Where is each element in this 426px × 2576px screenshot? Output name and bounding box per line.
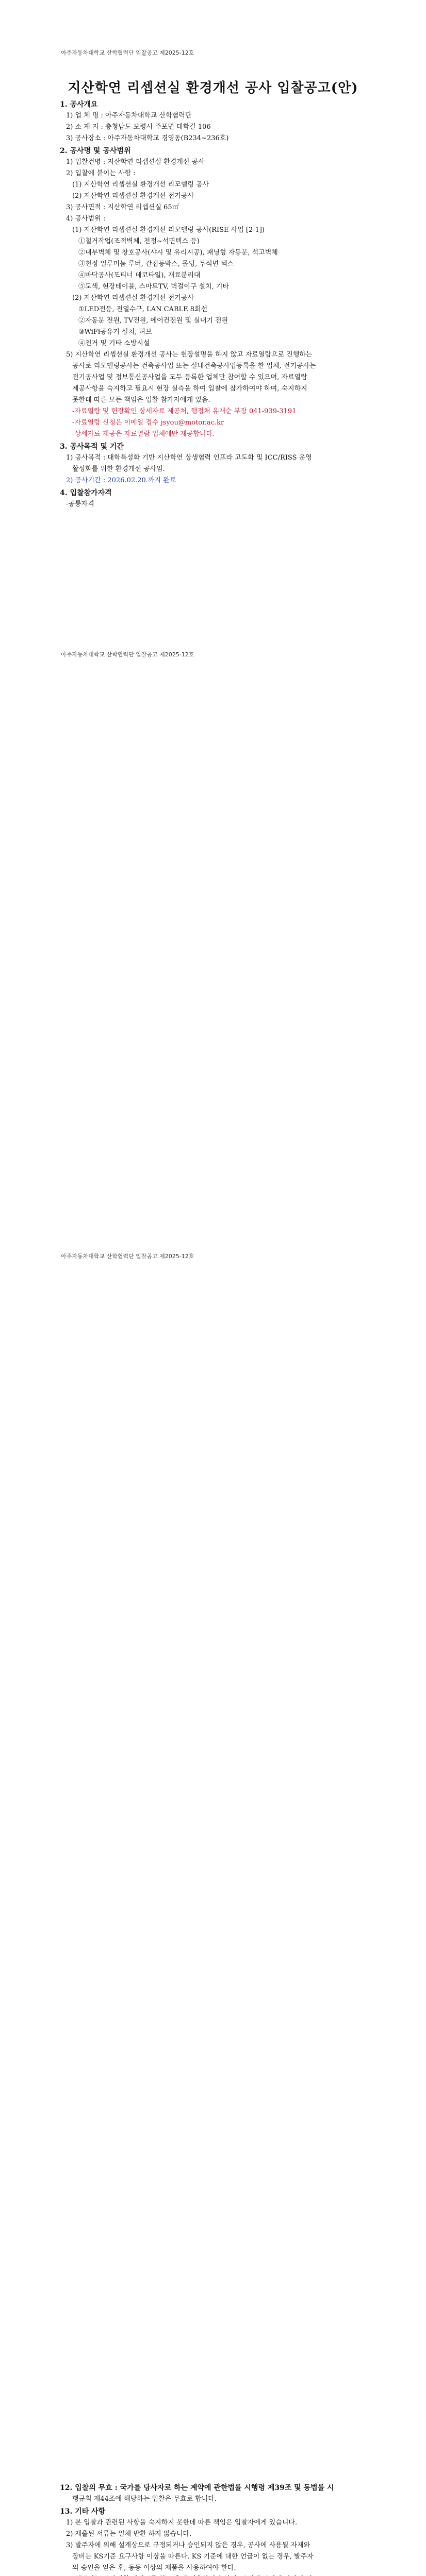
- document-header: 아주자동차대학교 산학협력단 입찰공고 제2025-12호: [61, 49, 194, 56]
- body-line: 3) 발주자에 의해 설계상으로 규정되거나 승인되지 않은 경우, 공사에 사용될 자재와: [66, 2541, 310, 2549]
- body-line: [60, 2574, 371, 2576]
- body-line: 2) 입찰에 붙이는 사항 :: [66, 170, 136, 177]
- body-line: 4) 공사범위 :: [66, 215, 106, 223]
- body-line: ⑤도색, 현장테이블, 스마트TV, 벽걸이구 설치, 기타: [78, 283, 230, 291]
- body-line: (1) 지산학연 리셉션실 환경개선 리모델링 공사: [72, 181, 209, 189]
- body-line: ③천정 일루미늄 루버, 간접등박스, 몰딩, 무석면 텍스: [78, 260, 234, 268]
- body-line: ①철거작업(조적벽체, 천정~석면텍스 등): [78, 238, 200, 245]
- section-heading: 4. 입찰참가자격: [60, 489, 112, 497]
- body-line: 행규칙 제44조에 해당하는 입찰은 무효로 합니다.: [72, 2495, 217, 2503]
- body-line: 2) 소 재 지 : 충청남도 보령시 주포면 대학길 106: [66, 123, 211, 131]
- body-line: 2) 제출된 서류는 일체 반환 하지 않습니다.: [66, 2530, 192, 2538]
- body-line: 1) 입찰건명 : 지산학연 리셉션실 환경개선 공사: [66, 158, 205, 166]
- document-title: 지산학연 리셉션실 환경개선 공사 입찰공고(안): [68, 80, 358, 96]
- body-line: 전기공사업 및 정보통신공사업을 모두 등록한 업체만 참여할 수 있으며, 자료열람: [72, 374, 307, 381]
- body-line: 2) 공사기간 : 2026.02.20.까지 완료: [66, 477, 176, 484]
- body-line: ②자동문 전원, TV전원, 에어컨전원 및 실내기 전원: [78, 317, 228, 325]
- document-header: 아주자동차대학교 산학협력단 입찰공고 제2025-12호: [61, 651, 194, 658]
- section-heading: 12. 입찰의 무효 : 국가를 당사자로 하는 계약에 관한법률 시행령 제39조 및 동법률 시: [60, 2484, 334, 2492]
- page-3: [0, 1204, 426, 2572]
- body-line: -공통자격: [66, 500, 94, 508]
- page-1-body: [60, 98, 371, 510]
- body-line: (2) 지산학연 리셉션실 환경개선 전기공사: [72, 294, 194, 302]
- page-3-body: [60, 2481, 371, 2576]
- body-line: ①LED전등, 전열수구, LAN CABLE 8회선: [78, 306, 208, 313]
- body-line: 장비는 KS기준 요구사항 이상을 따른다. KS 기준에 대한 언급이 없는 경우, 발주자: [72, 2553, 314, 2561]
- body-line: 1) 업 체 명 : 아주자동차대학교 산학협력단: [66, 112, 192, 120]
- body-line: 공사로 리모델링공사는 건축공사업 또는 실내건축공사업등록을 한 업체, 전기공사는: [72, 362, 316, 370]
- document-header: 아주자동차대학교 산학협력단 입찰공고 제2025-12호: [61, 1253, 194, 1260]
- body-line: (2) 지산학연 리셉션실 환경개선 전기공사: [72, 192, 194, 200]
- section-heading: 13. 기타 사항: [60, 2507, 106, 2516]
- body-line: 활성화를 위한 환경개선 공사임.: [72, 465, 165, 473]
- body-line: -자료열람 신청은 이메일 접수 jsyou@motor.ac.kr: [72, 419, 224, 427]
- body-line: 3) 공사면적 : 지산학연 리셉션실 65㎡: [66, 204, 179, 211]
- body-line: -상세자료 제공은 자료열람 업체에만 제공합니다.: [72, 430, 215, 438]
- section-heading: 3. 공사목적 및 기간: [60, 443, 124, 451]
- body-line: 1) 공사목적 : 대학특성화 기반 지산학연 상생협력 인프라 고도화 및 ICC/RISS 운영: [66, 454, 312, 462]
- body-line: ②내부벽체 및 창호공사(샤시 및 유리시공), 패닝형 자동문, 석고벽체: [78, 249, 278, 257]
- body-line: ④바닥공사(포티너 데코타일), 재료분리대: [78, 272, 201, 279]
- body-line: 5) 지산학연 리셉션실 환경개선 공사는 현장설명을 하지 않고 자료열람으로 진행하는: [66, 351, 313, 359]
- body-line: 못한데 따른 모든 책임은 입찰 참가자에게 있음.: [72, 396, 210, 404]
- body-line: ④천거 및 기타 소방시설: [78, 340, 150, 347]
- body-line: ③WiFi공유기 설치, 허브: [78, 328, 152, 336]
- body-line: 1) 본 입찰과 관련된 사항을 숙지하지 못한데 따른 책임은 입찰자에게 있습니다.: [66, 2519, 298, 2527]
- section-heading: 1. 공사개요: [60, 100, 98, 109]
- body-line: 의 승인을 얻은 후, 동등 이상의 제품을 사용하여야 한다.: [72, 2564, 236, 2572]
- section-heading: 2. 공사명 및 공사범위: [60, 147, 131, 155]
- body-line: 3) 공사장소 : 아주자동차대학교 경영동(B234~236호): [66, 134, 229, 142]
- body-line: 제공사항을 숙지하고 필요시 현장 실측을 하여 입찰에 참가하여야 하며, 숙지하지: [72, 385, 307, 393]
- page-2: [0, 602, 426, 1204]
- body-line: (1) 지산학연 리셉션실 환경개선 리모델링 공사(RISE 사업 [2-1]): [72, 226, 265, 234]
- page-1: [0, 0, 426, 602]
- body-line: -자료열람 및 현장확인 상세자료 제공처, 행정처 유재순 부장 041-939-3191: [72, 408, 297, 415]
